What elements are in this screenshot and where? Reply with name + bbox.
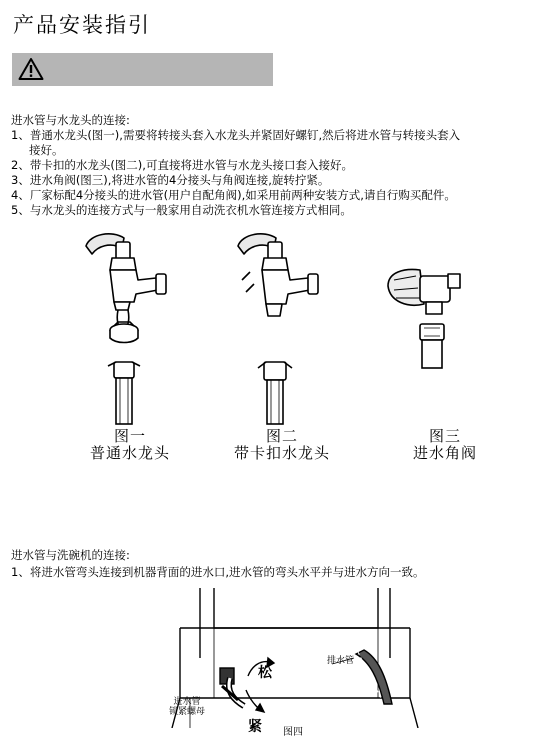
inlet-nut-label	[163, 697, 211, 717]
warning-bar	[12, 53, 273, 86]
figure-2-name: 带卡扣水龙头	[233, 444, 330, 462]
figure-1-name: 普通水龙头	[89, 444, 170, 462]
step-3: 3、进水角阀(图三),将进水管的4分接头与角阀连接,旋转拧紧。	[11, 173, 330, 187]
section-heading-dishwasher: 进水管与洗碗机的连接:	[11, 548, 130, 562]
step-1: 1、普通水龙头(图一),需要将转接头套入水龙头并紧固好螺钉,然后将进水管与转接头套入	[11, 128, 461, 142]
step-2: 2、带卡扣的水龙头(图二),可直接将进水管与水龙头接口套入接好。	[11, 158, 353, 172]
figure-3-illustration	[380, 258, 490, 408]
figure-2-illustration	[228, 228, 338, 428]
dishwasher-step-1: 1、将进水管弯头连接到机器背面的进水口,进水管的弯头水平并与进水方向一致。	[11, 565, 425, 579]
step-4: 4、厂家标配4分接头的进水管(用户自配角阀),如采用前两种安装方式,请自行购买配件。	[11, 188, 456, 202]
figure-3-name: 进水角阀	[412, 444, 477, 462]
section-heading-faucet: 进水管与水龙头的连接:	[11, 113, 130, 127]
page-title: 产品安装指引	[13, 13, 151, 37]
figure-2-label: 图二	[265, 427, 298, 445]
figure-2-caption	[222, 428, 342, 462]
lock-nut-label: 锁紧螺母	[168, 707, 205, 717]
warning-triangle-icon	[18, 57, 44, 81]
step-1-cont: 接好。	[29, 143, 64, 157]
figure-1-illustration	[72, 228, 182, 428]
drain-pipe-label: 排水管	[327, 656, 355, 666]
figure-1-caption	[70, 428, 190, 462]
loosen-label: 松	[258, 665, 272, 681]
figure-3-label: 图三	[428, 427, 461, 445]
step-5: 5、与水龙头的连接方式与一般家用自动洗衣机水管连接方式相同。	[11, 203, 352, 217]
inlet-pipe-label: 进水管	[173, 697, 201, 707]
tighten-label: 紧	[248, 719, 262, 735]
figure-1-label: 图一	[113, 427, 146, 445]
figure-3-caption	[385, 428, 505, 462]
figure-4-label: 图四	[283, 727, 303, 738]
faucet-steps	[11, 128, 541, 218]
